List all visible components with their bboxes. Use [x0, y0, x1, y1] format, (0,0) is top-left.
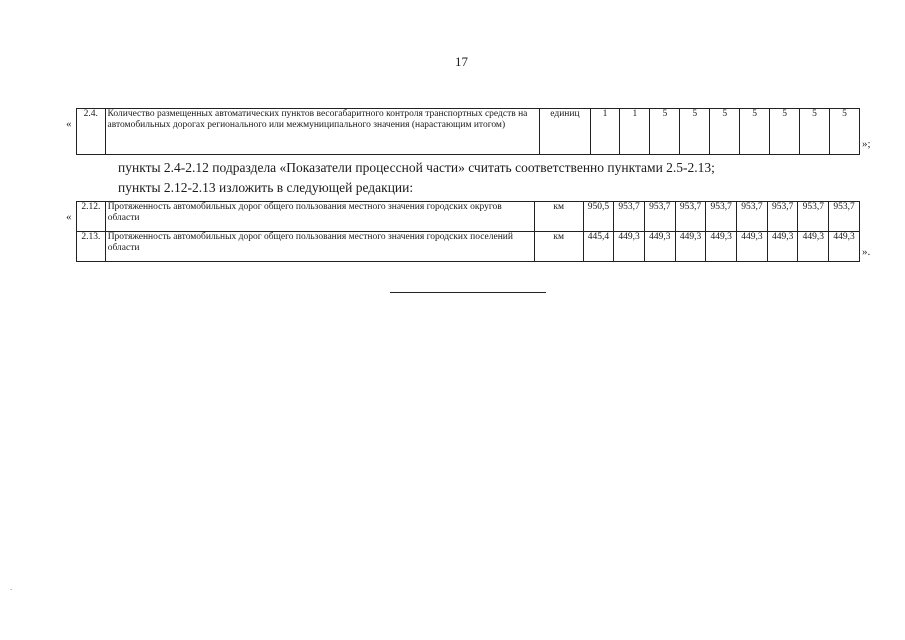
row-value: 953,7: [829, 202, 860, 232]
table1: [76, 108, 860, 155]
row-number: 2.4.: [77, 109, 106, 155]
table2-close-mark: ».: [862, 246, 871, 258]
row-value: 449,3: [675, 232, 706, 262]
row-value: 5: [800, 109, 830, 155]
row-value: 5: [680, 109, 710, 155]
paragraph-line-1: пункты 2.4-2.12 подраздела «Показатели процессной части» считать соответственно пунктами 2.5-2.13;: [118, 160, 715, 175]
row-unit: км: [534, 232, 583, 262]
row-value: 449,3: [614, 232, 645, 262]
row-value: 5: [770, 109, 800, 155]
table-row: [77, 202, 860, 232]
row-description: Протяженность автомобильных дорог общего пользования местного значения городских поселений области: [105, 232, 534, 262]
table-row: [77, 232, 860, 262]
row-value: 953,7: [706, 202, 737, 232]
row-value: 449,3: [644, 232, 675, 262]
row-value: 449,3: [829, 232, 860, 262]
row-value: 953,7: [767, 202, 798, 232]
table1-open-quote: «: [66, 118, 72, 130]
row-value: 1: [590, 109, 620, 155]
margin-mark: .: [10, 582, 13, 592]
row-value: 449,3: [767, 232, 798, 262]
row-value: 953,7: [798, 202, 829, 232]
page-number: 17: [455, 54, 468, 69]
row-value: 1: [620, 109, 650, 155]
row-value: 445,4: [583, 232, 614, 262]
table2: [76, 201, 860, 262]
row-number: 2.13.: [77, 232, 106, 262]
row-value: 950,5: [583, 202, 614, 232]
row-value: 953,7: [675, 202, 706, 232]
separator-line: [390, 292, 546, 293]
row-description: Количество размещенных автоматических пунктов весогабаритного контроля транспортных средств на автомобильных дорогах регионального или межмуниципального значения (нарастающим итогом): [105, 109, 540, 155]
row-value: 449,3: [737, 232, 768, 262]
table1-close-mark: »;: [862, 138, 871, 150]
row-number: 2.12.: [77, 202, 106, 232]
row-description: Протяженность автомобильных дорог общего пользования местного значения городских округов области: [105, 202, 534, 232]
row-value: 953,7: [737, 202, 768, 232]
row-value: 5: [710, 109, 740, 155]
row-value: 5: [650, 109, 680, 155]
row-value: 953,7: [614, 202, 645, 232]
row-value: 5: [830, 109, 860, 155]
paragraph-line-2: пункты 2.12-2.13 изложить в следующей редакции:: [118, 180, 414, 195]
row-unit: км: [534, 202, 583, 232]
row-value: 953,7: [644, 202, 675, 232]
table-row: [77, 109, 860, 155]
row-value: 449,3: [706, 232, 737, 262]
table2-open-quote: «: [66, 211, 72, 223]
row-unit: единиц: [540, 109, 590, 155]
row-value: 5: [740, 109, 770, 155]
row-value: 449,3: [798, 232, 829, 262]
